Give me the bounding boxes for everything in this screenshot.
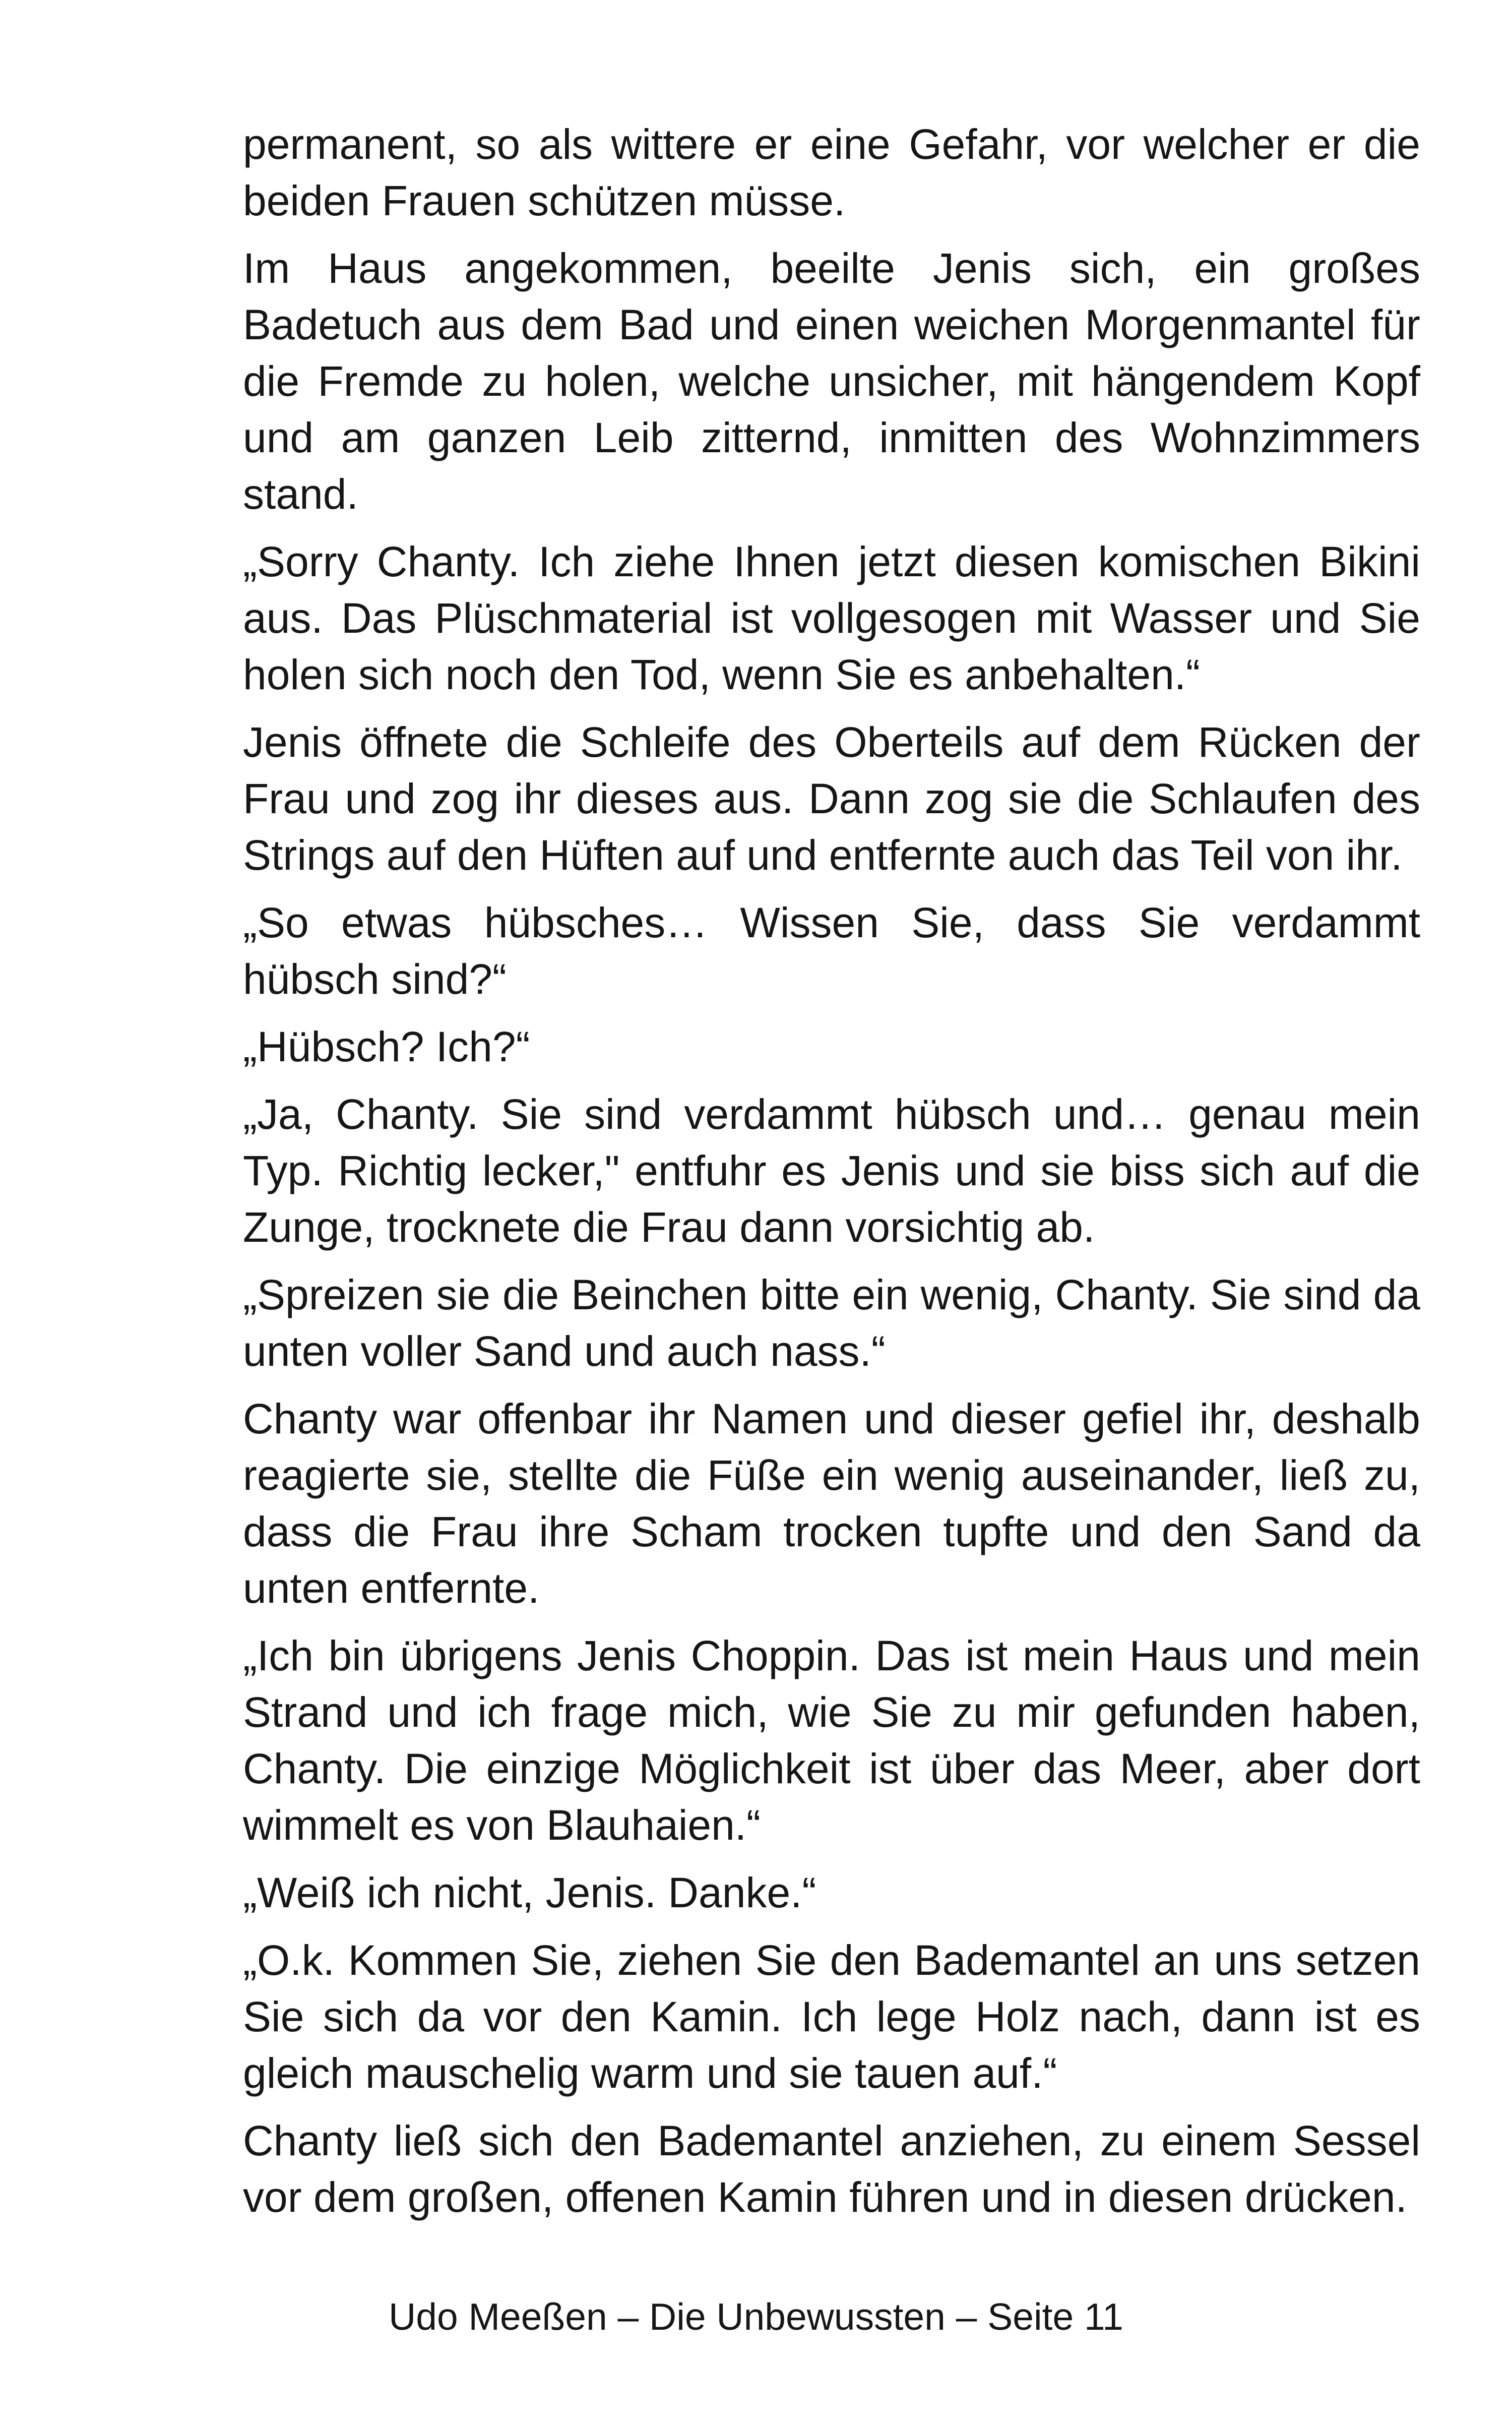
body-text xyxy=(243,116,1420,2236)
paragraph: „O.k. Kommen Sie, ziehen Sie den Bademantel an uns setzen Sie sich da vor den Kamin. Ich lege Holz nach, dann ist es gleich mauschelig warm und sie tauen auf.“ xyxy=(243,1937,1420,2097)
paragraph: permanent, so als wittere er eine Gefahr, vor welcher er die beiden Frauen schützen müsse. xyxy=(243,120,1420,224)
paragraph: Chanty ließ sich den Bademantel anziehen, zu einem Sessel vor dem großen, offenen Kamin führen und in diesen drücken. xyxy=(243,2117,1420,2221)
paragraph: „Ich bin übrigens Jenis Choppin. Das ist mein Haus und mein Strand und ich frage mich, wie Sie zu mir gefunden haben, Chanty. Die einzige Möglichkeit ist über das Meer, aber dort wimmelt es von Blauhaien.“ xyxy=(243,1632,1420,1849)
paragraph: Im Haus angekommen, beeilte Jenis sich, ein großes Badetuch aus dem Bad und einen weichen Morgenmantel für die Fremde zu holen, welche unsicher, mit hängendem Kopf und am ganzen Leib zitternd, inmitten des Wohnzimmers stand. xyxy=(243,245,1420,518)
paragraph: „Hübsch? Ich?“ xyxy=(243,1023,530,1070)
page-footer: Udo Meeßen – Die Unbewussten – Seite 11 xyxy=(389,2295,1123,2338)
paragraph: „So etwas hübsches… Wissen Sie, dass Sie verdammt hübsch sind?“ xyxy=(243,899,1420,1003)
paragraph: „Ja, Chanty. Sie sind verdammt hübsch und… genau mein Typ. Richtig lecker," entfuhr es Jenis und sie biss sich auf die Zunge, trocknete die Frau dann vorsichtig ab. xyxy=(243,1091,1420,1251)
paragraph: „Weiß ich nicht, Jenis. Danke.“ xyxy=(243,1869,816,1916)
paragraph: Chanty war offenbar ihr Namen und dieser gefiel ihr, deshalb reagierte sie, stellte die Füße ein wenig auseinander, ließ zu, dass die Frau ihre Scham trocken tupfte und den Sand da unten entfernte. xyxy=(243,1395,1420,1612)
paragraph: Jenis öffnete die Schleife des Oberteils auf dem Rücken der Frau und zog ihr dieses aus. Dann zog sie die Schlaufen des Strings auf den Hüften auf und entfernte auch das Teil von ihr. xyxy=(243,718,1420,879)
paragraph: „Spreizen sie die Beinchen bitte ein wenig, Chanty. Sie sind da unten voller Sand und auch nass.“ xyxy=(243,1271,1420,1375)
paragraph: „Sorry Chanty. Ich ziehe Ihnen jetzt diesen komischen Bikini aus. Das Plüschmaterial ist vollgesogen mit Wasser und Sie holen sich noch den Tod, wenn Sie es anbehalten.“ xyxy=(243,538,1420,698)
